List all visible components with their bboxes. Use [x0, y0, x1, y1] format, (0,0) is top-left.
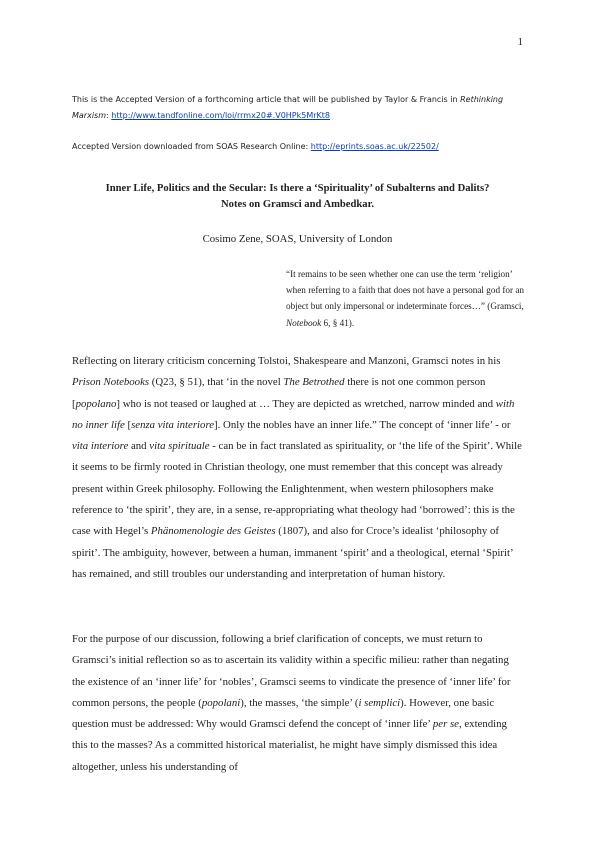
journal-name: Rethinking Marxism	[72, 95, 504, 120]
p1-text: - can be in fact translated as spirituality, or ‘the life of the Spirit’. While it seems to be firmly rooted in Christian theology, one must remember that this concept was already present within Greek philosophy. Following the Enlightenment, when western philosophers make reference to ‘the spirit’, they are, in a sense, re-appropriating what theology had ‘borrowed’: this is the case with Hegel’s	[72, 440, 522, 538]
p2-text: ). However, one basic question must be addressed: Why would Gramsci defend the concept of ‘inner life’	[72, 696, 495, 731]
p2-italic: popolani	[201, 696, 241, 709]
soas-link[interactable]: http://eprints.soas.ac.uk/22502/	[310, 142, 439, 151]
publication-note	[72, 92, 532, 124]
p1-text: and	[128, 440, 150, 453]
author-line: Cosimo Zene, SOAS, University of London	[202, 233, 393, 245]
paragraph-1	[72, 351, 524, 585]
epigraph	[286, 266, 526, 331]
journal-colon: :	[106, 111, 112, 120]
p1-text: (1807), and also for Croce’s idealist ‘philosophy of spirit’. The ambiguity, however, between a human, immanent ‘spirit’ and a theological, eternal ‘Spirit’ has remained, and still troubles our understanding and interpretation of human history.	[72, 525, 513, 580]
p2-text: , extending this to the masses? As a committed historical materialist, he might have simply dismissed this idea altogether, unless his understanding of	[72, 718, 507, 773]
paragraph-2	[72, 629, 524, 778]
p1-text: there is not one common person [	[72, 376, 486, 410]
p1-italic: vita spirituale	[149, 440, 210, 453]
p2-italic: i semplici	[358, 696, 401, 709]
p2-text: ), the masses, ‘the simple’ (	[240, 696, 359, 709]
p1-italic: Prison Notebooks	[72, 376, 150, 389]
p1-text: ] who is not teased or laughed at … They are depicted as wretched, narrow minded and	[116, 397, 496, 410]
p1-text: [	[124, 418, 132, 431]
p1-text: ]. Only the nobles have an inner life.” The concept of ‘inner life’ - or	[214, 418, 511, 431]
page-number: 1	[517, 36, 523, 48]
p1-italic: vita interiore	[72, 440, 129, 453]
p1-text: (Q23, § 51), that ‘in the novel	[149, 376, 284, 389]
p1-italic: popolano	[75, 397, 117, 410]
p1-italic: senza vita interiore	[131, 418, 215, 431]
epigraph-citation: Notebook	[286, 317, 322, 328]
p1-text: Reflecting on literary criticism concerning Tolstoi, Shakespeare and Manzoni, Gramsci notes in his	[72, 355, 501, 367]
epigraph-text: “It remains to be seen whether one can use the term ‘religion’ when referring to a faith that does not have a personal god for an object but only impersonal or indeterminate forces…” (Gramsci,	[286, 269, 525, 312]
p2-italic: per se	[432, 718, 459, 731]
p1-italic: with no inner life	[72, 397, 515, 431]
epigraph-text-end: 6, § 41).	[321, 317, 355, 328]
publication-note-text: This is the Accepted Version of a forthcoming article that will be published by Taylor & Francis in	[72, 95, 461, 104]
article-title	[72, 181, 523, 213]
journal-link[interactable]: http://www.tandfonline.com/loi/rrmx20#.V0HPk5MrKt8	[111, 111, 331, 120]
download-note	[72, 139, 532, 155]
title-line-2: Notes on Gramsci and Ambedkar.	[221, 199, 374, 210]
p1-italic: The Betrothed	[283, 376, 345, 389]
p2-text: For the purpose of our discussion, following a brief clarification of concepts, we must return to Gramsci’s initial reflection so as to ascertain its validity within a specific milieu: rather than negating the existence of an ‘inner life’ for ‘nobles’, Gramsci seems to vindicate the presence of ‘inner life’ for common persons, the people (	[72, 633, 511, 709]
title-line-1: Inner Life, Politics and the Secular: Is there a ‘Spirituality’ of Subalterns and Dalits?	[105, 183, 490, 194]
download-note-text: Accepted Version downloaded from SOAS Research Online:	[72, 142, 311, 151]
p1-italic: Phänomenologie des Geistes	[150, 525, 276, 538]
